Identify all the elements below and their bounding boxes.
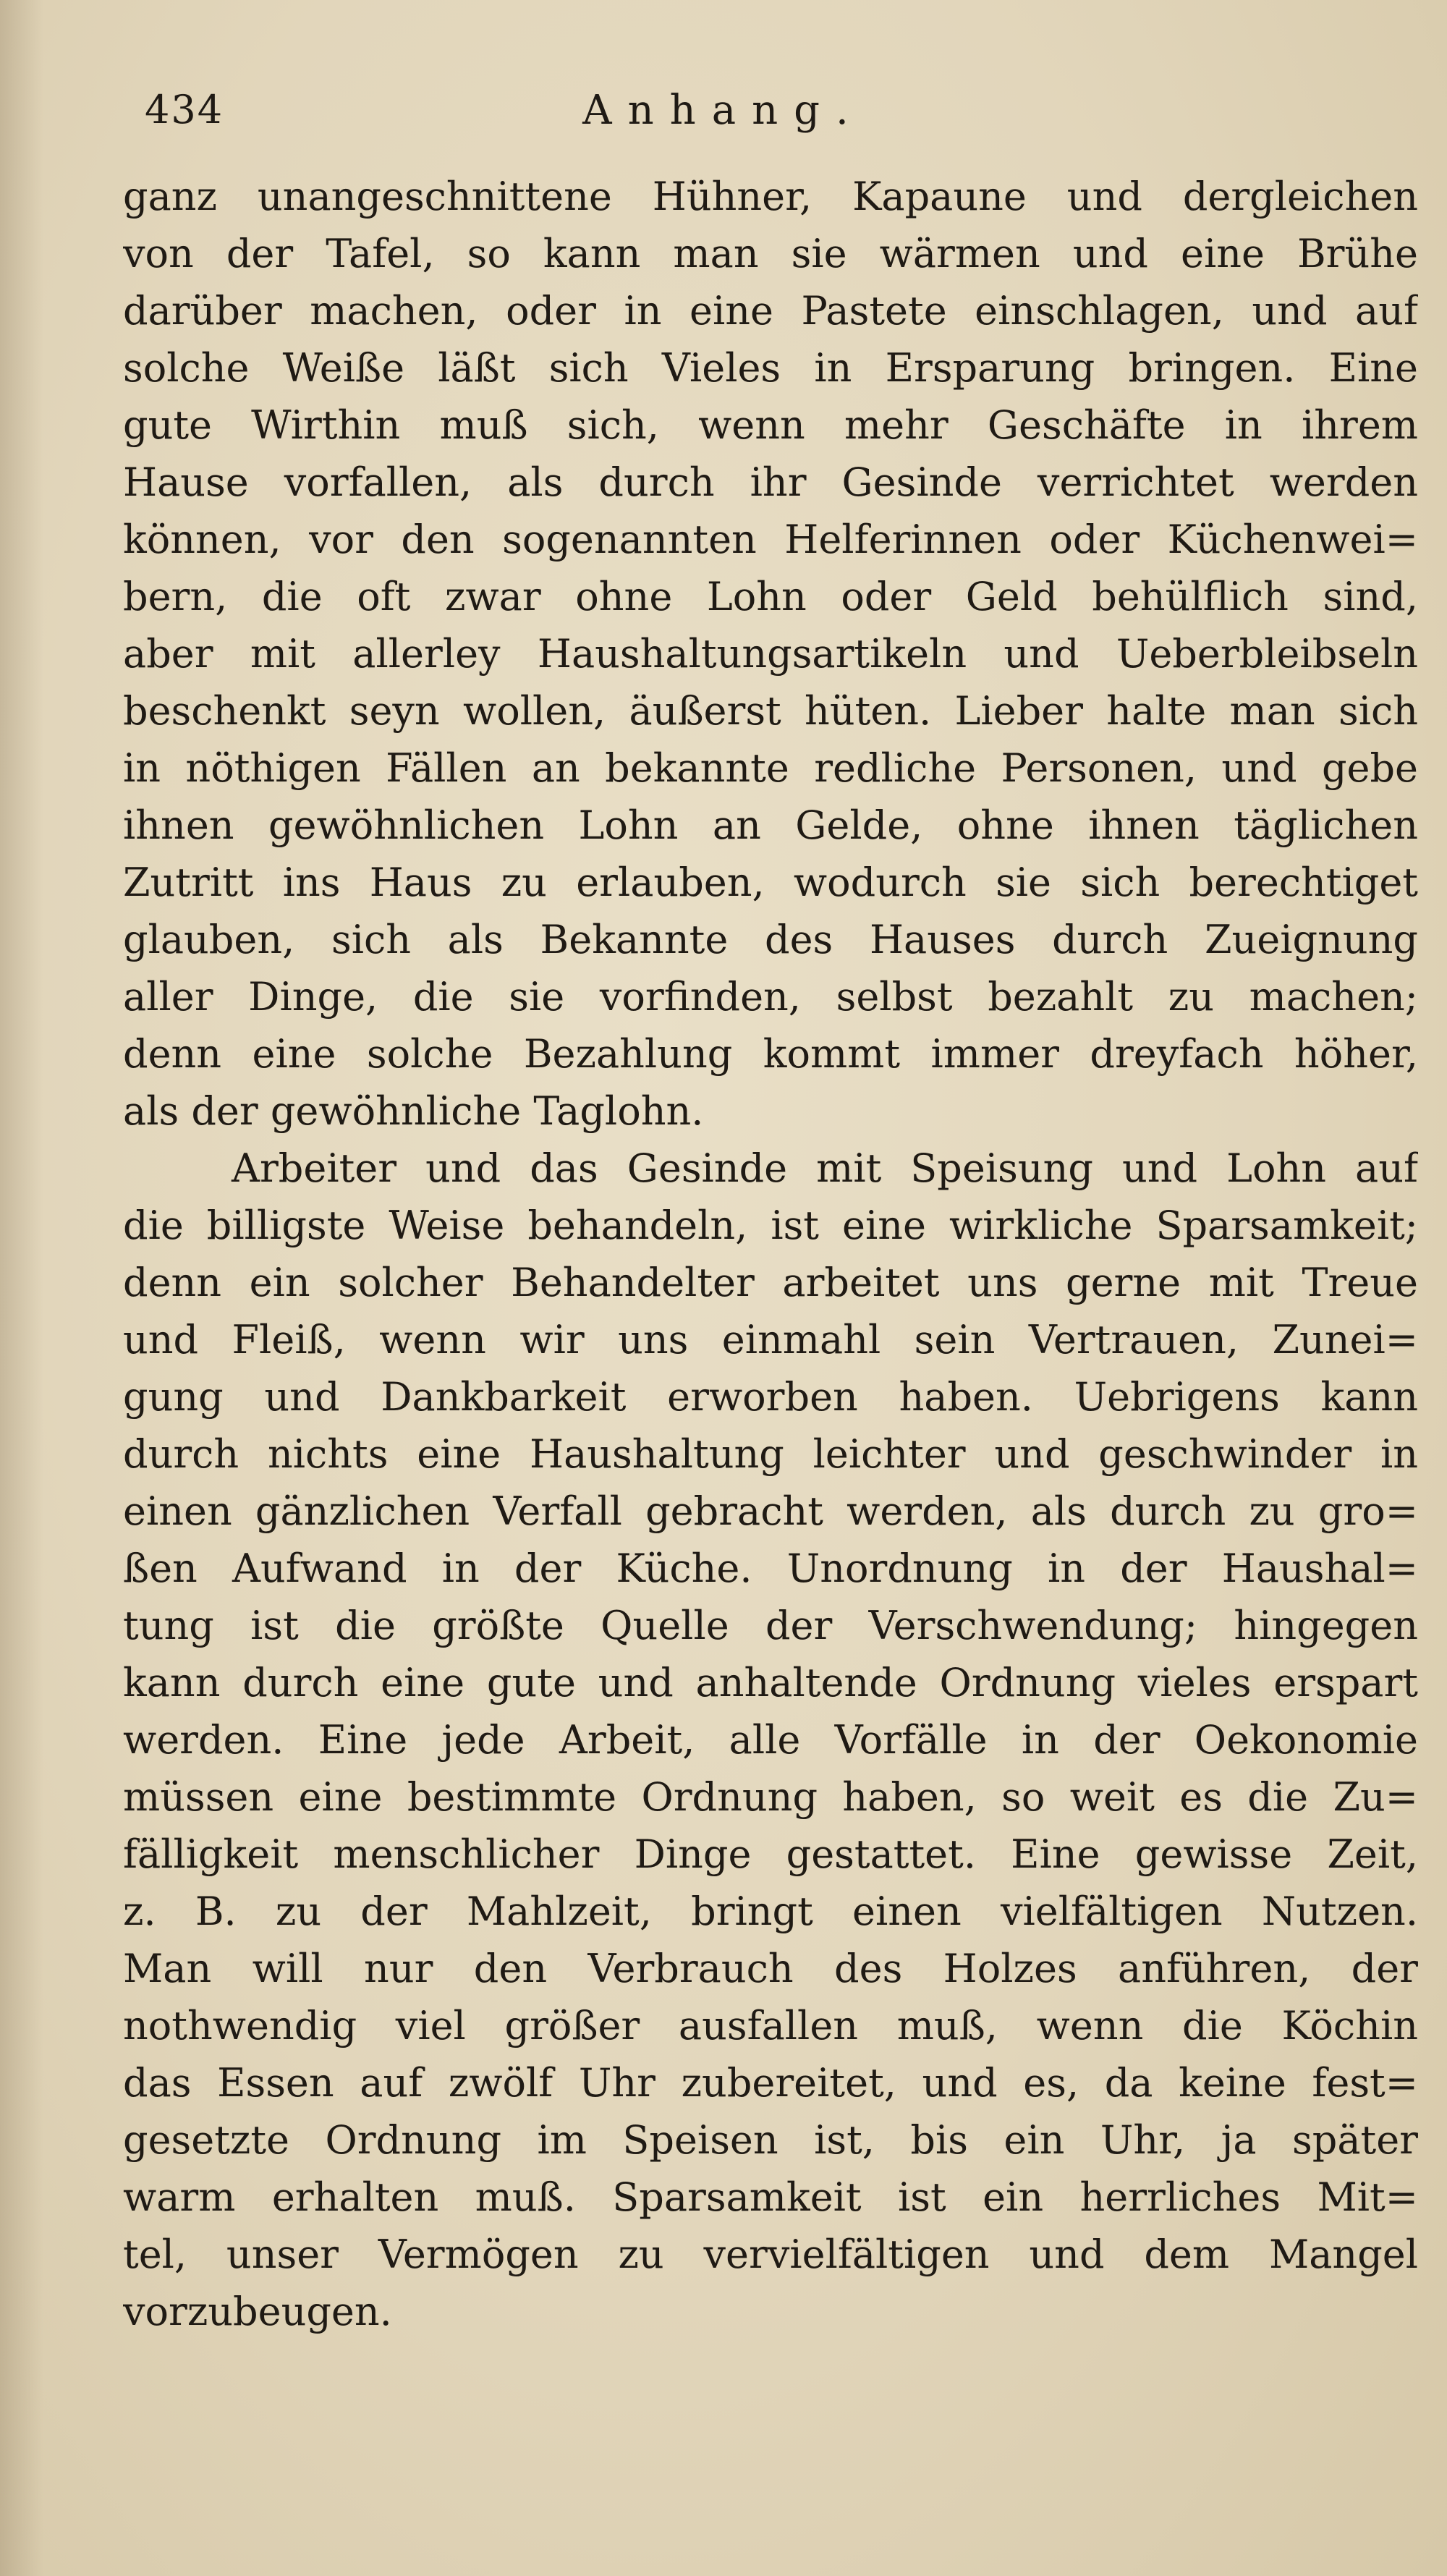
text-line: Arbeiter und das Gesinde mit Speisung und Lohn auf xyxy=(232,1145,1418,1191)
text-line: in nöthigen Fällen an bekannte redliche Personen, und gebe xyxy=(123,745,1418,791)
page-number: 434 xyxy=(145,87,224,132)
text-line: denn ein solcher Behandelter arbeitet uns gerne mit Treue xyxy=(123,1260,1418,1305)
text-line: tel, unser Vermögen zu vervielfältigen und dem Mangel xyxy=(123,2232,1418,2277)
text-line: müssen eine bestimmte Ordnung haben, so weit es die Zu= xyxy=(123,1774,1418,1820)
text-line: gung und Dankbarkeit erworben haben. Uebrigens kann xyxy=(123,1374,1418,1420)
text-line: fälligkeit menschlicher Dinge gestattet. Eine gewisse Zeit, xyxy=(123,1831,1418,1877)
page-header xyxy=(145,87,1302,145)
text-line: Zutritt ins Haus zu erlauben, wodurch sie sich berechtiget xyxy=(123,860,1418,905)
text-line: nothwendig viel größer ausfallen muß, wenn die Köchin xyxy=(123,2003,1418,2048)
text-line: ganz unangeschnittene Hühner, Kapaune und dergleichen xyxy=(123,174,1418,219)
text-line: solche Weiße läßt sich Vieles in Ersparung bringen. Eine xyxy=(123,345,1418,391)
text-line: einen gänzlichen Verfall gebracht werden, als durch zu gro= xyxy=(123,1488,1418,1534)
text-line: als der gewöhnliche Taglohn. xyxy=(123,1088,704,1134)
text-line: von der Tafel, so kann man sie wärmen und eine Brühe xyxy=(123,231,1418,276)
text-line: Man will nur den Verbrauch des Holzes anführen, der xyxy=(123,1946,1418,1991)
text-line: denn eine solche Bezahlung kommt immer dreyfach höher, xyxy=(123,1031,1418,1077)
paragraph-2 xyxy=(123,1140,1418,2340)
text-line: bern, die oft zwar ohne Lohn oder Geld behülflich sind, xyxy=(123,574,1418,619)
page-edge-shadow xyxy=(0,0,43,2576)
text-line: durch nichts eine Haushaltung leichter und geschwinder in xyxy=(123,1431,1418,1477)
text-line: gesetzte Ordnung im Speisen ist, bis ein Uhr, ja später xyxy=(123,2117,1418,2163)
text-line: z. B. zu der Mahlzeit, bringt einen vielfältigen Nutzen. xyxy=(123,1889,1418,1934)
text-line: können, vor den sogenannten Helferinnen oder Küchenwei= xyxy=(123,517,1418,562)
text-line: glauben, sich als Bekannte des Hauses durch Zueignung xyxy=(123,917,1418,962)
text-line: warm erhalten muß. Sparsamkeit ist ein herrliches Mit= xyxy=(123,2174,1418,2220)
text-line: aber mit allerley Haushaltungsartikeln und Ueberbleibseln xyxy=(123,631,1418,677)
text-line: beschenkt seyn wollen, äußerst hüten. Lieber halte man sich xyxy=(123,688,1418,734)
text-line: tung ist die größte Quelle der Verschwendung; hingegen xyxy=(123,1603,1418,1648)
text-line: das Essen auf zwölf Uhr zubereitet, und es, da keine fest= xyxy=(123,2060,1418,2106)
text-line: gute Wirthin muß sich, wenn mehr Geschäfte in ihrem xyxy=(123,402,1418,448)
running-head: Anhang. xyxy=(582,87,865,134)
body-text xyxy=(123,168,1418,2340)
text-line: die billigste Weise behandeln, ist eine wirkliche Sparsamkeit; xyxy=(123,1203,1418,1248)
text-line: vorzubeugen. xyxy=(123,2289,392,2334)
text-line: aller Dinge, die sie vorfinden, selbst bezahlt zu machen; xyxy=(123,974,1418,1020)
text-line: Hause vorfallen, als durch ihr Gesinde verrichtet werden xyxy=(123,459,1418,505)
text-line: ßen Aufwand in der Küche. Unordnung in der Haushal= xyxy=(123,1546,1418,1591)
text-line: kann durch eine gute und anhaltende Ordnung vieles erspart xyxy=(123,1660,1418,1706)
text-line: ihnen gewöhnlichen Lohn an Gelde, ohne ihnen täglichen xyxy=(123,802,1418,848)
text-line: und Fleiß, wenn wir uns einmahl sein Vertrauen, Zunei= xyxy=(123,1317,1418,1363)
text-line: werden. Eine jede Arbeit, alle Vorfälle in der Oekonomie xyxy=(123,1717,1418,1763)
paragraph-1 xyxy=(123,168,1418,1140)
text-line: darüber machen, oder in eine Pastete einschlagen, und auf xyxy=(123,288,1418,334)
